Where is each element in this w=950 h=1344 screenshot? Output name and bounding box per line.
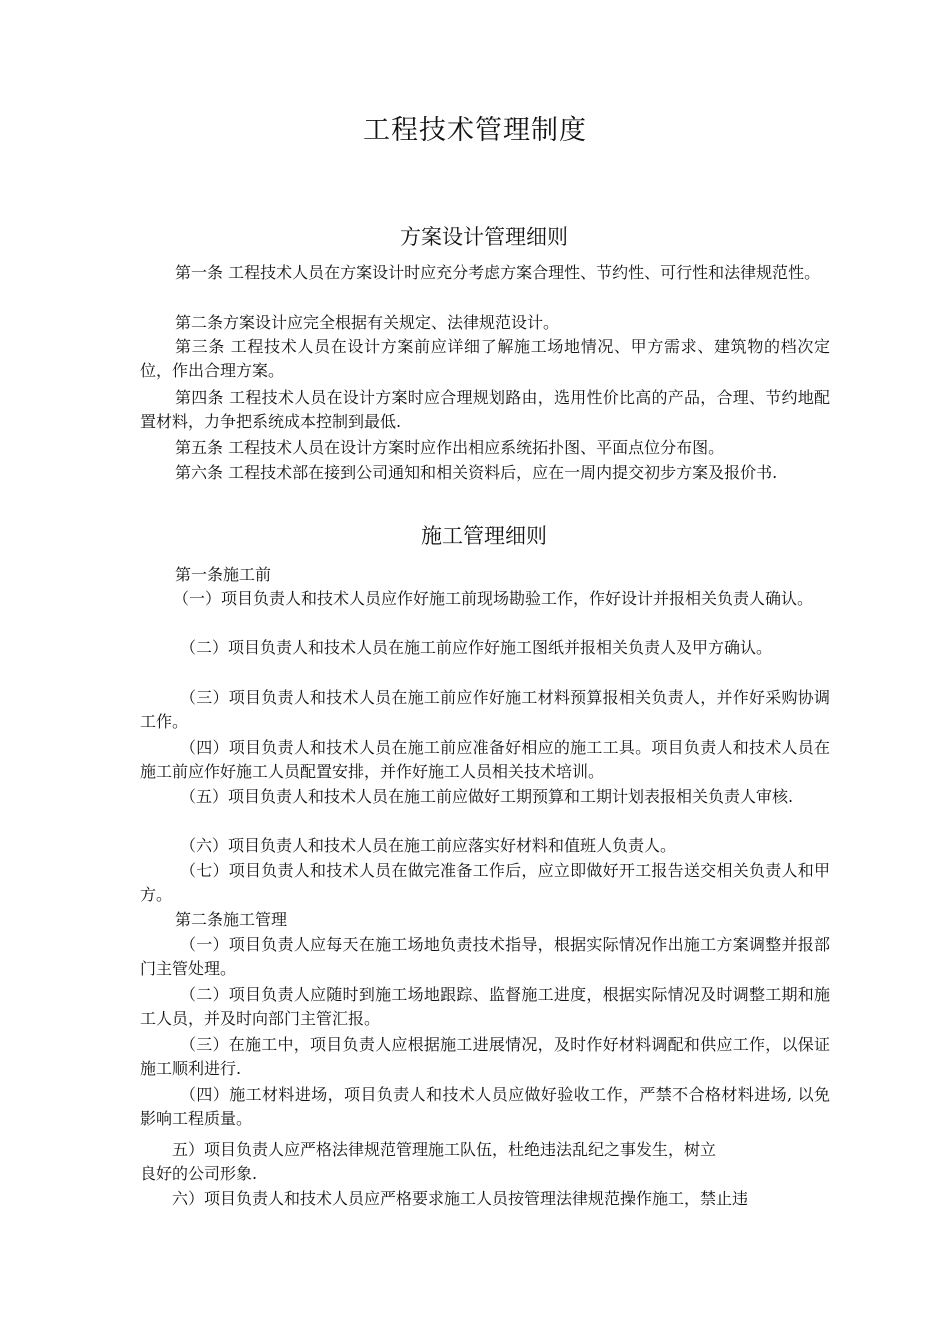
paragraph: 良好的公司形象.: [140, 1164, 258, 1183]
paragraph: （四）施工材料进场，项目负责人和技术人员应做好验收工作，严禁不合格材料进场, 以免影响工程质量。: [140, 1085, 830, 1128]
paragraph: 第三条 工程技术人员在设计方案前应详细了解施工场地情况、甲方需求、建筑物的档次定位，作出合理方案。: [140, 337, 830, 380]
paragraph: （三）在施工中，项目负责人应根据施工进展情况，及时作好材料调配和供应工作，以保证施工顺利进行.: [140, 1035, 830, 1078]
paragraph: 第六条 工程技术部在接到公司通知和相关资料后，应在一周内提交初步方案及报价书.: [175, 463, 778, 482]
paragraph: 五）项目负责人应严格法律规范管理施工队伍，杜绝违法乱纪之事发生，树立: [172, 1140, 717, 1159]
paragraph: （四）项目负责人和技术人员在施工前应准备好相应的施工工具。项目负责人和技术人员在施工前应作好施工人员配置安排，并作好施工人员相关技术培训。: [140, 738, 830, 781]
paragraph: 第一条施工前: [175, 565, 272, 584]
document-title: 工程技术管理制度: [363, 115, 587, 146]
section-title-plan-design: 方案设计管理细则: [400, 225, 568, 249]
paragraph: （一）项目负责人和技术人员应作好施工前现场勘验工作，作好设计并报相关负责人确认。: [173, 589, 814, 608]
paragraph: （五）项目负责人和技术人员在施工前应做好工期预算和工期计划表报相关负责人审核.: [180, 787, 794, 806]
paragraph: 六）项目负责人和技术人员应严格要求施工人员按管理法律规范操作施工，禁止违: [172, 1189, 749, 1208]
paragraph: 第四条 工程技术人员在设计方案时应合理规划路由，选用性价比高的产品，合理、节约地配置材料，力争把系统成本控制到最低.: [140, 388, 830, 431]
paragraph: 第五条 工程技术人员在设计方案时应作出相应系统拓扑图、平面点位分布图。: [175, 438, 725, 457]
paragraph: （二）项目负责人应随时到施工场地跟踪、监督施工进度，根据实际情况及时调整工期和施工人员，并及时向部门主管汇报。: [140, 985, 830, 1028]
paragraph: （二）项目负责人和技术人员在施工前应作好施工图纸并报相关负责人及甲方确认。: [180, 638, 773, 657]
section-title-construction-management: 施工管理细则: [421, 524, 547, 548]
paragraph: （三）项目负责人和技术人员在施工前应作好施工材料预算报相关负责人，并作好采购协调工作。: [140, 688, 830, 731]
paragraph: （一）项目负责人应每天在施工场地负责技术指导，根据实际情况作出施工方案调整并报部门主管处理。: [140, 935, 830, 978]
paragraph: （六）项目负责人和技术人员在施工前应落实好材料和值班人负责人。: [180, 836, 677, 855]
paragraph: 第二条方案设计应完全根据有关规定、法律规范设计。: [175, 313, 560, 332]
paragraph: 第二条施工管理: [175, 910, 288, 929]
paragraph: （七）项目负责人和技术人员在做完准备工作后，应立即做好开工报告送交相关负责人和甲方。: [140, 861, 830, 904]
paragraph: 第一条 工程技术人员在方案设计时应充分考虑方案合理性、节约性、可行性和法律规范性。: [175, 263, 821, 282]
